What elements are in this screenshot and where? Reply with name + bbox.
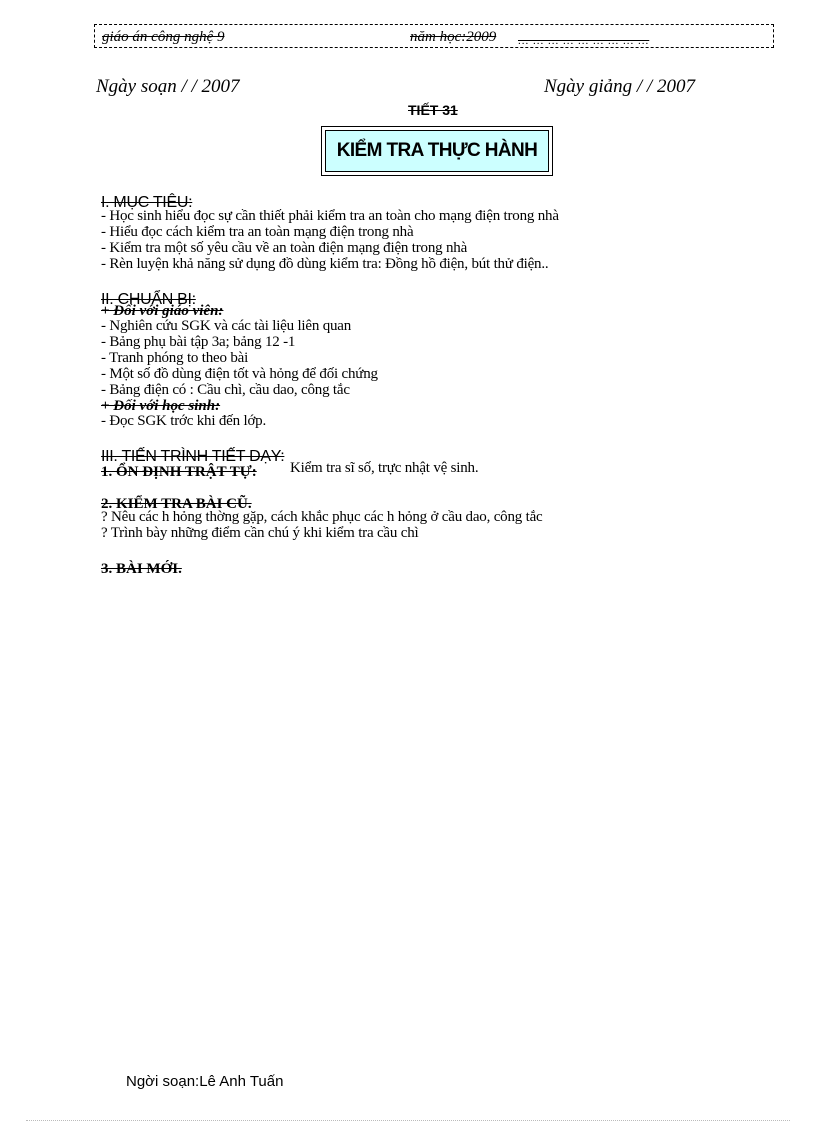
page-bottom-divider bbox=[26, 1120, 790, 1121]
header-dots: ... ... ... ... ... ... ... ... ... bbox=[518, 35, 650, 47]
section-1-heading: I. MỤC TIÊU: bbox=[101, 194, 193, 211]
objective-line: - Kiểm tra một số yêu cầu về an toàn điện mạng điện trong nhà bbox=[101, 240, 468, 256]
step-1-text: Kiểm tra sĩ số, trực nhật vệ sinh. bbox=[290, 460, 479, 476]
objective-line: - Học sinh hiểu đọc sự cần thiết phải kiểm tra an toàn cho mạng điện trong nhà bbox=[101, 208, 559, 224]
objective-line: - Rèn luyện khả năng sử dụng đồ dùng kiểm tra: Đồng hồ điện, bút thử điện.. bbox=[101, 256, 549, 272]
teacher-prep-label: + Đối với giáo viên: bbox=[101, 303, 224, 319]
page-title: KIỂM TRA THỰC HÀNH bbox=[325, 130, 549, 172]
taught-date: Ngày giảng / / 2007 bbox=[544, 76, 695, 97]
teacher-prep-line: - Nghiên cứu SGK và các tài liệu liên quan bbox=[101, 318, 352, 334]
section-3-heading: III. TIẾN TRÌNH TIẾT DẠY: bbox=[101, 448, 285, 465]
student-prep-label: + Đối với học sinh: bbox=[101, 398, 221, 414]
title-box bbox=[321, 126, 553, 176]
objective-line: - Hiểu đọc cách kiểm tra an toàn mạng điện trong nhà bbox=[101, 224, 414, 240]
section-2-heading: II. CHUẨN BỊ: bbox=[101, 291, 196, 308]
step-3-label: 3. BÀI MỚI. bbox=[101, 561, 182, 577]
prepared-date: Ngày soạn / / 2007 bbox=[96, 76, 240, 97]
subject-label: giáo án công nghệ 9 bbox=[102, 29, 225, 45]
student-prep-line: - Đọc SGK trớc khi đến lớp. bbox=[101, 413, 267, 429]
teacher-prep-line: - Tranh phóng to theo bài bbox=[101, 350, 249, 366]
teacher-prep-line: - Bảng điện có : Cầu chì, cầu dao, công tắc bbox=[101, 382, 350, 398]
review-question: ? Trình bày những điểm cần chú ý khi kiểm tra cầu chì bbox=[101, 525, 419, 541]
teacher-prep-line: - Bảng phụ bài tập 3a; bảng 12 -1 bbox=[101, 334, 296, 350]
lesson-number: TIẾT 31 bbox=[408, 102, 458, 118]
author-credit: Ngời soạn:Lê Anh Tuấn bbox=[126, 1073, 284, 1090]
review-question: ? Nêu các h hỏng thờng gặp, cách khắc phục các h hỏng ở cầu dao, công tắc bbox=[101, 509, 543, 525]
step-2-label: 2. KIỂM TRA BÀI CŨ. bbox=[101, 496, 252, 512]
step-1-label: 1. ỔN ĐỊNH TRẬT TỰ: bbox=[101, 464, 257, 480]
teacher-prep-line: - Một số đồ dùng điện tốt và hỏng để đối chứng bbox=[101, 366, 378, 382]
school-year-label: năm học:2009 bbox=[410, 29, 497, 45]
